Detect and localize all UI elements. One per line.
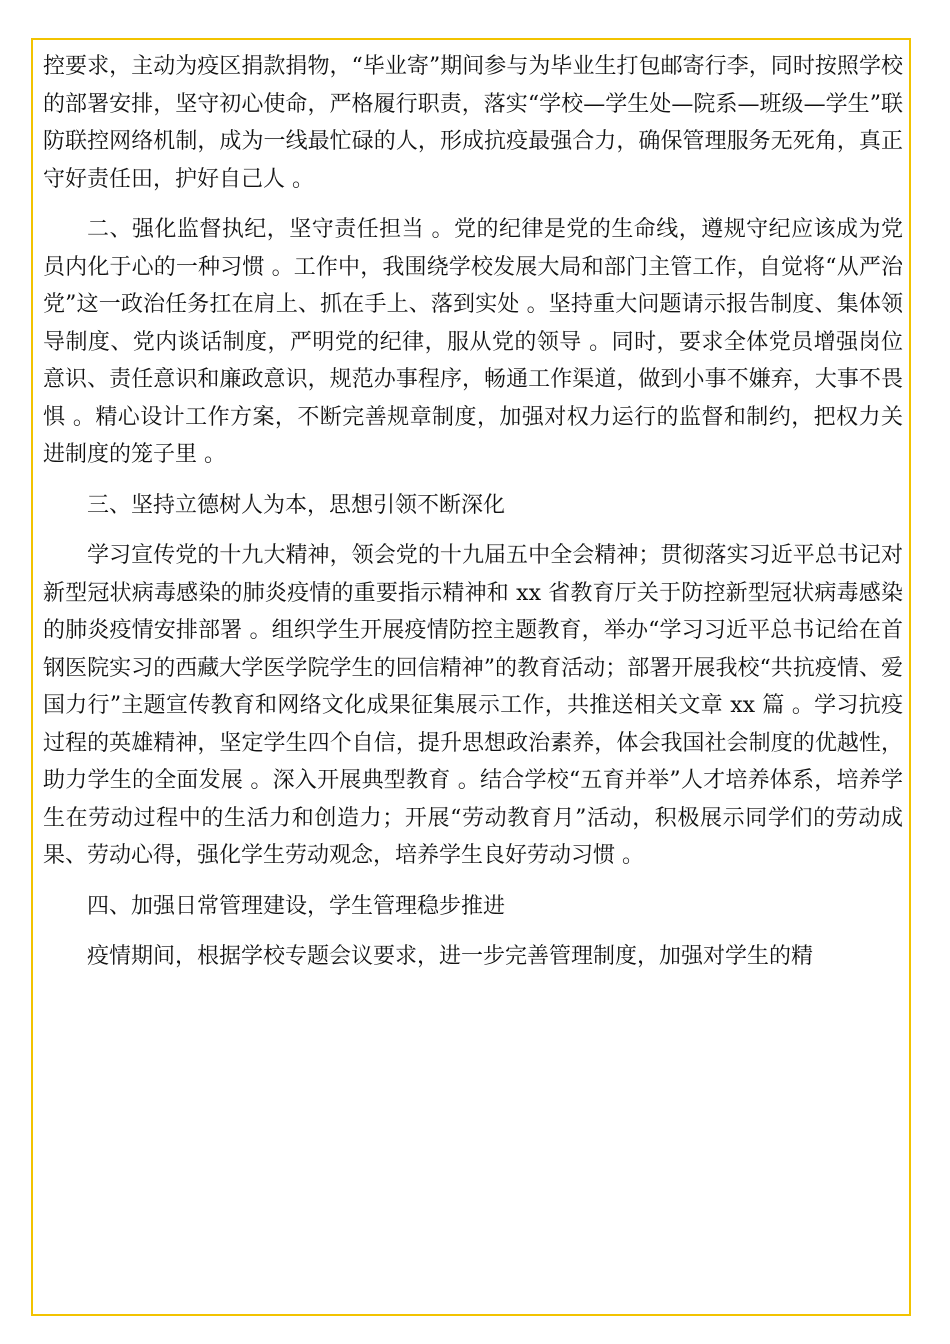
paragraph-epidemic-management: 疫情期间，根据学校专题会议要求，进一步完善管理制度，加强对学生的精 (87, 944, 814, 969)
paragraph-supervision-discipline: 二、强化监督执纪，坚守责任担当 。党的纪律是党的生命线，遵规守纪应该成为党员内化于心的一种习惯 。工作中，我围绕学校发展大局和部门主管工作，自觉将“从严治党”这一政治任务扛在肩上、抓在手上、落到实处 。坚持重大问题请示报告制度、集体领导制度、党内谈话制度，严明党的纪律，服从党的领导 。同时，要求全体党员增强岗位意识、责任意识和廉政意识，规范办事程序，畅通工作渠道，做到小事不嫌弃，大事不畏惧 。精心设计工作方案，不断完善规章制度，加强对权力运行的监督和制约，把权力关进制度的笼子里 。 (43, 217, 903, 467)
document-body (43, 48, 903, 976)
paragraph-ideological-guidance: 学习宣传党的十九大精神，领会党的十九届五中全会精神；贯彻落实习近平总书记对新型冠状病毒感染的肺炎疫情的重要指示精神和 xx 省教育厅关于防控新型冠状病毒感染的肺炎疫情安排部署 。组织学生开展疫情防控主题教育，举办“学习习近平总书记给在首钢医院实习的西藏大学医学院学生的回信精神”的教育活动；部署开展我校“共抗疫情、爱国力行”主题宣传教育和网络文化成果征集展示工作，共推送相关文章 xx 篇 。学习抗疫过程的英雄精神，坚定学生四个自信，提升思想政治素养，体会我国社会制度的优越性，助力学生的全面发展 。深入开展典型教育 。结合学校“五育并举”人才培养体系，培养学生在劳动过程中的生活力和创造力；开展“劳动教育月”活动，积极展示同学们的劳动成果、劳动心得，强化学生劳动观念，培养学生良好劳动习惯 。 (43, 543, 903, 868)
section-heading-daily-management: 四、加强日常管理建设，学生管理稳步推进 (87, 893, 506, 919)
section-heading-moral-education: 三、坚持立德树人为本，思想引领不断深化 (87, 492, 506, 518)
document-page (31, 38, 911, 1316)
paragraph-continuation: 控要求，主动为疫区捐款捐物，“毕业寄”期间参与为毕业生打包邮寄行李，同时按照学校的部署安排，坚守初心使命，严格履行职责，落实“学校—学生处—院系—班级—学生”联防联控网络机制，成为一线最忙碌的人，形成抗疫最强合力，确保管理服务无死角，真正守好责任田，护好自己人 。 (43, 54, 903, 192)
